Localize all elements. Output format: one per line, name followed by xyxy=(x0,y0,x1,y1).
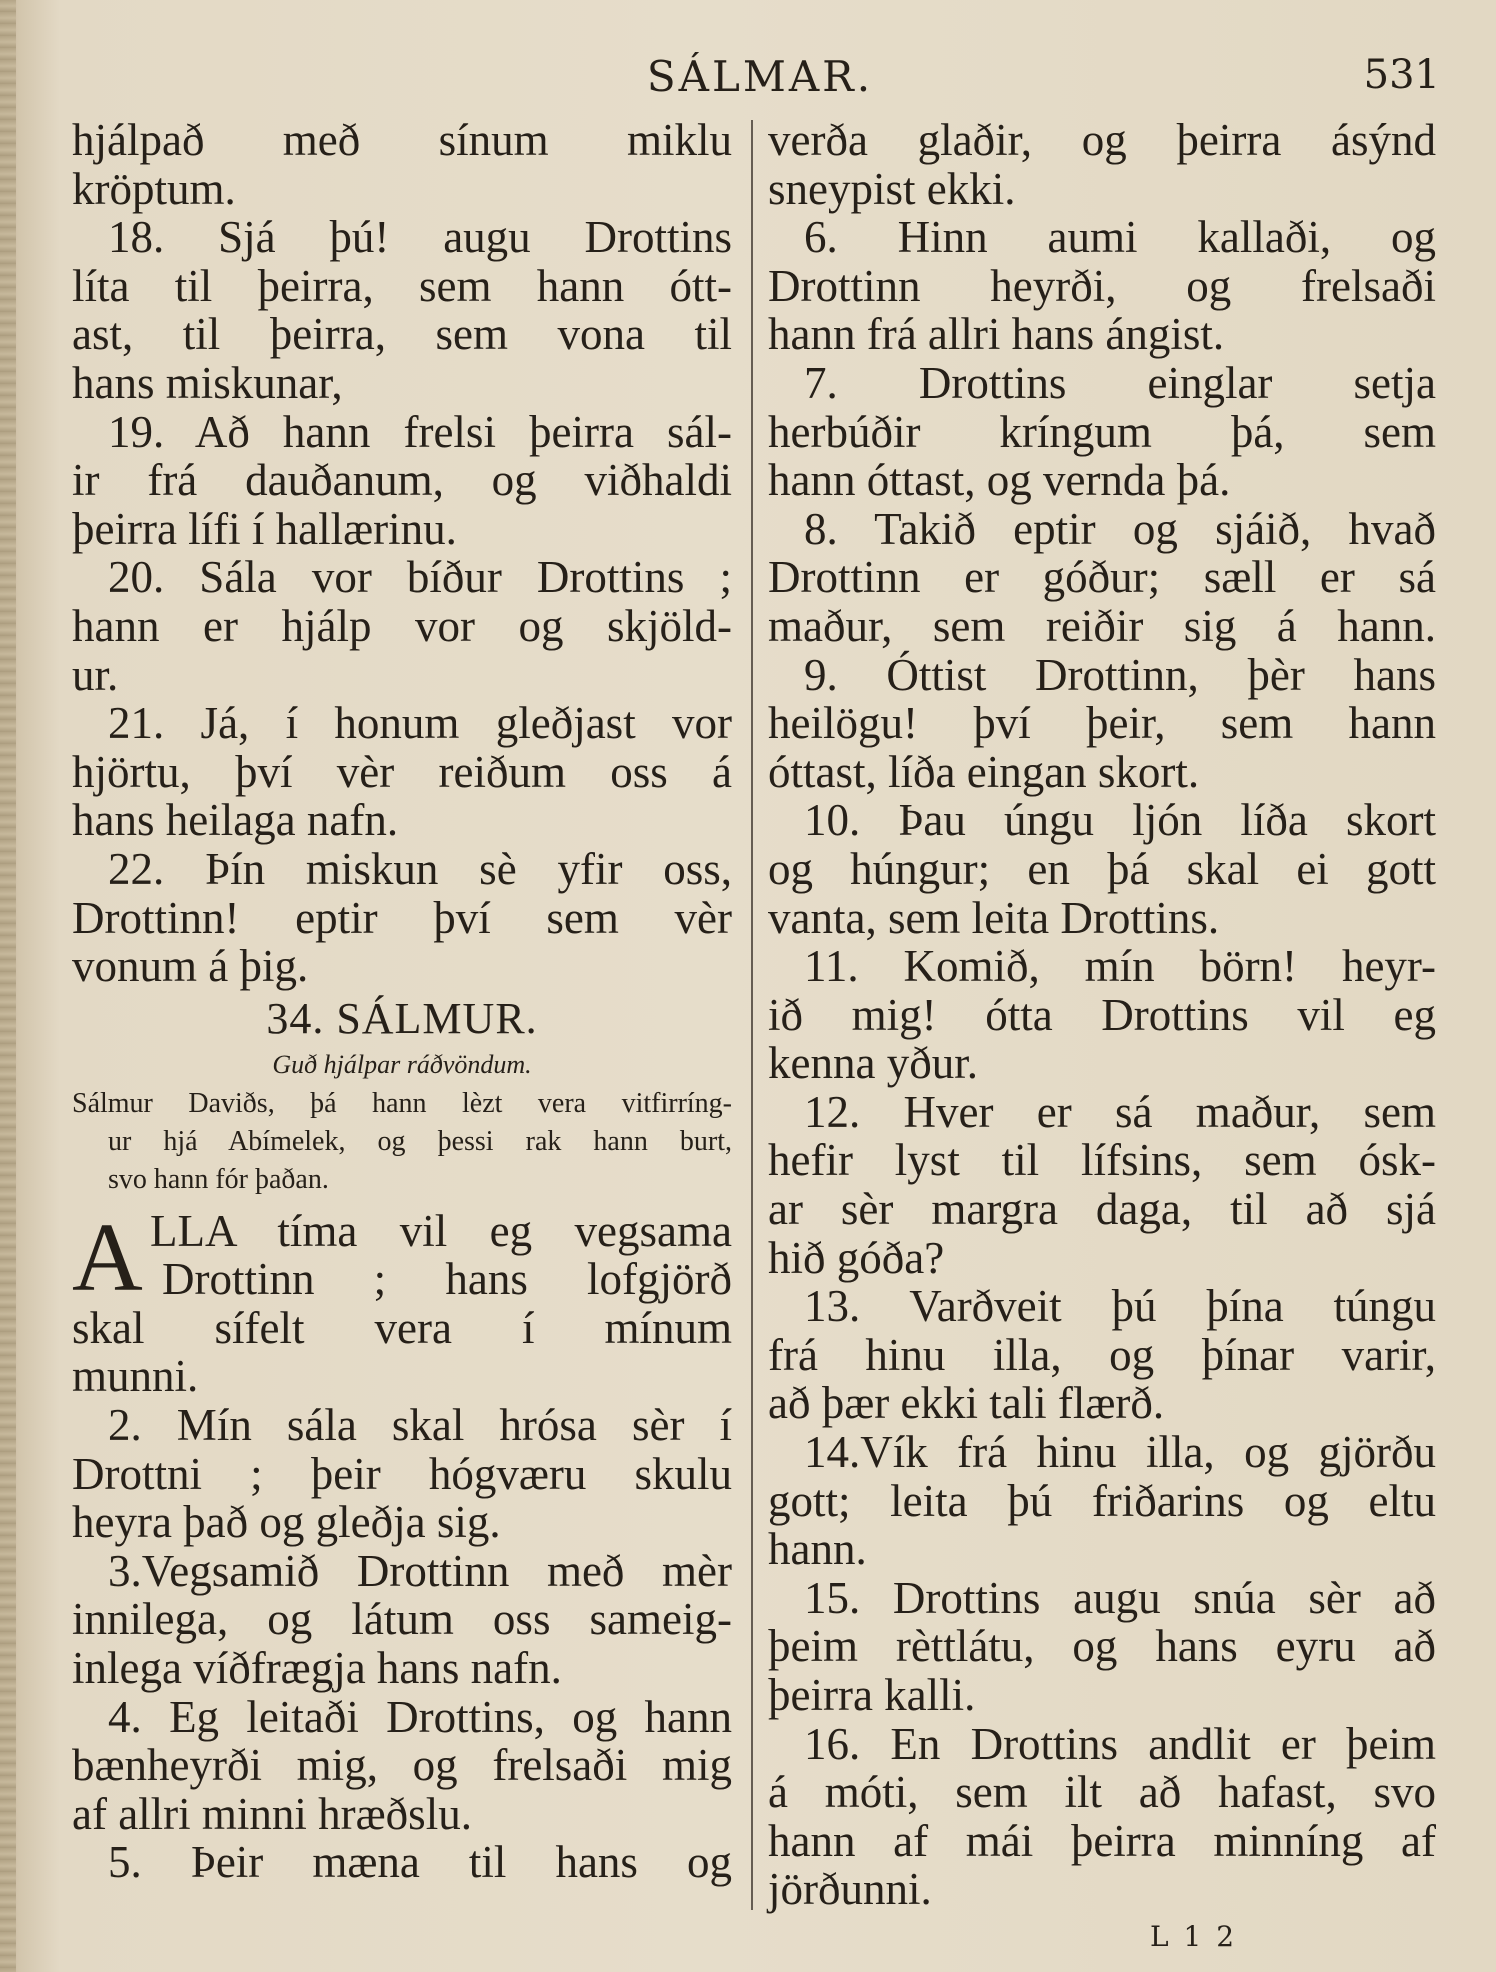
psalm-note-line: ur hjá Abímelek, og þessi rak hann burt, xyxy=(108,1125,732,1157)
text-line: ir frá dauðanum, og viðhaldi xyxy=(72,455,732,506)
drop-cap-letter: A xyxy=(72,1203,143,1312)
text-line: hjörtu, því vèr reiðum oss á xyxy=(72,746,732,797)
text-line: ið mig! ótta Drottins vil eg xyxy=(768,989,1436,1040)
text-line: 21. Já, í honum gleðjast vor xyxy=(108,698,732,749)
text-line: 20. Sála vor bíður Drottins ; xyxy=(108,552,732,603)
text-line: 7. Drottins einglar setja xyxy=(804,357,1436,408)
text-line: LLA tíma vil eg vegsama xyxy=(150,1205,732,1256)
text-line: hið góða? xyxy=(768,1232,945,1283)
psalm-subtitle: Guð hjálpar ráðvöndum. xyxy=(272,1049,532,1079)
text-line: hefir lyst til lífsins, sem ósk- xyxy=(768,1135,1436,1186)
page-number: 531 xyxy=(1363,52,1440,98)
text-line: 9. Óttist Drottinn, þèr hans xyxy=(804,649,1436,700)
text-line: líta til þeirra, sem hann ótt- xyxy=(72,260,732,311)
text-line: 2. Mín sála skal hrósa sèr í xyxy=(108,1400,732,1451)
text-line: hjálpað með sínum miklu xyxy=(72,115,732,165)
text-line: 13. Varðveit þú þína túngu xyxy=(804,1281,1436,1332)
text-line: 3.Vegsamið Drottinn með mèr xyxy=(108,1545,732,1596)
running-header xyxy=(80,46,1440,106)
text-line: Drottinn heyrði, og frelsaði xyxy=(768,260,1436,311)
text-line: á móti, sem ilt að hafast, svo xyxy=(768,1767,1436,1818)
text-line: Drottni ; þeir hógværu skulu xyxy=(72,1448,732,1499)
text-line: heilögu! því þeir, sem hann xyxy=(768,698,1436,749)
text-line: bænheyrði mig, og frelsaði mig xyxy=(72,1740,732,1791)
text-line: 19. Að hann frelsi þeirra sál- xyxy=(108,406,732,457)
text-line: 18. Sjá þú! augu Drottins xyxy=(108,212,732,263)
right-column xyxy=(768,116,1436,1914)
psalm-note-line: svo hann fór þaðan. xyxy=(108,1163,329,1195)
text-line: þeim rèttlátu, og hans eyru að xyxy=(768,1621,1436,1672)
text-line: verða glaðir, og þeirra ásýnd xyxy=(768,115,1436,165)
text-line: gott; leita þú friðarins og eltu xyxy=(768,1475,1436,1526)
psalm-note-line: Sálmur Daviðs, þá hann lèzt vera vitfirríng- xyxy=(72,1087,732,1119)
text-line: hann frá allri hans ángist. xyxy=(768,309,1225,360)
text-line: 22. Þín miskun sè yfir oss, xyxy=(108,843,732,894)
text-line: ast, til þeirra, sem vona til xyxy=(72,309,732,360)
text-line: vonum á þig. xyxy=(72,941,309,992)
text-line: af allri minni hræðslu. xyxy=(72,1788,472,1839)
text-line: 11. Komið, mín börn! heyr- xyxy=(804,941,1436,992)
running-title: SÁLMAR. xyxy=(646,52,874,101)
text-line: og húngur; en þá skal ei gott xyxy=(768,843,1436,894)
text-line: inlega víðfrægja hans nafn. xyxy=(72,1643,562,1694)
text-line: hans miskunar, xyxy=(72,357,343,408)
psalm-heading: 34. SÁLMUR. xyxy=(266,993,538,1043)
text-line: hann. xyxy=(768,1524,867,1575)
text-line: kröptum. xyxy=(72,163,236,214)
text-line: herbúðir kríngum þá, sem xyxy=(768,406,1436,457)
text-line: þeirra kalli. xyxy=(768,1670,976,1720)
text-line: frá hinu illa, og þínar varir, xyxy=(768,1329,1436,1380)
text-line: ar sèr margra daga, til að sjá xyxy=(768,1184,1436,1235)
text-line: Drottinn! eptir því sem vèr xyxy=(72,892,732,943)
text-line: 16. En Drottins andlit er þeim xyxy=(804,1718,1436,1769)
text-line: innilega, og látum oss sameig- xyxy=(72,1594,732,1645)
text-line: Drottinn ; hans lofgjörð xyxy=(162,1254,732,1305)
text-line: þeirra lífi í hallærinu. xyxy=(72,503,457,554)
text-line: 4. Eg leitaði Drottins, og hann xyxy=(108,1691,732,1742)
left-column xyxy=(72,116,732,1887)
text-line: að þær ekki tali flærð. xyxy=(768,1378,1165,1429)
text-line: 6. Hinn aumi kallaði, og xyxy=(804,212,1436,263)
text-line: jörðunni. xyxy=(768,1864,932,1915)
text-line: 12. Hver er sá maður, sem xyxy=(804,1086,1436,1137)
text-line: munni. xyxy=(72,1351,199,1402)
text-line: heyra það og gleðja sig. xyxy=(72,1497,501,1548)
text-line: hann óttast, og vernda þá. xyxy=(768,455,1231,506)
text-line: maður, sem reiðir sig á hann. xyxy=(768,600,1436,651)
page-gutter-edge xyxy=(0,0,16,1972)
text-line: sneypist ekki. xyxy=(768,163,1016,214)
text-line: 10. Þau úngu ljón líða skort xyxy=(804,795,1436,846)
text-line: 15. Drottins augu snúa sèr að xyxy=(804,1572,1436,1623)
text-line: kenna yður. xyxy=(768,1038,978,1089)
text-line: ur. xyxy=(72,649,119,700)
drop-cap-paragraph xyxy=(72,1203,732,1312)
text-line: 8. Takið eptir og sjáið, hvað xyxy=(804,503,1436,554)
column-divider xyxy=(751,120,753,1910)
text-line: óttast, líða eingan skort. xyxy=(768,746,1200,797)
text-line: Drottinn er góður; sæll er sá xyxy=(768,552,1436,603)
signature-mark: L 1 2 xyxy=(1150,1920,1238,1953)
text-line: skal sífelt vera í mínum xyxy=(72,1302,732,1353)
text-line: 5. Þeir mæna til hans og xyxy=(108,1837,732,1888)
left-text-bottom xyxy=(72,1304,732,1887)
text-line: 14.Vík frá hinu illa, og gjörðu xyxy=(804,1427,1436,1478)
text-line: hann er hjálp vor og skjöld- xyxy=(72,600,732,651)
text-line: hans heilaga nafn. xyxy=(72,795,399,846)
text-line: hann af mái þeirra minníng af xyxy=(768,1815,1436,1866)
left-text-top xyxy=(72,116,732,991)
text-line: vanta, sem leita Drottins. xyxy=(768,892,1220,943)
